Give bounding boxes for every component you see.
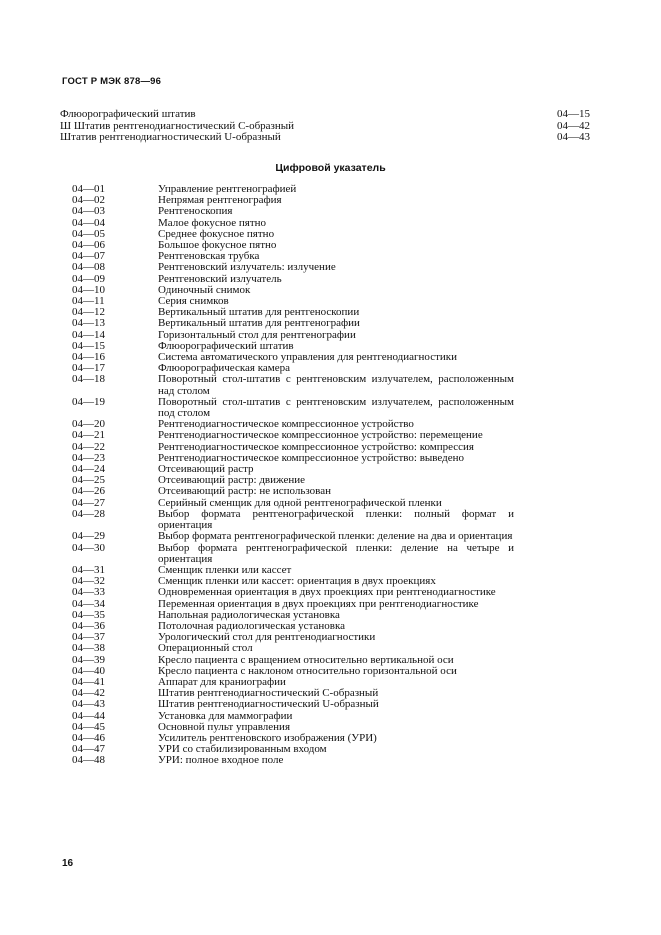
top-entry-text: Флюорографический штатив (60, 108, 196, 120)
index-entry-text: Отсеивающий растр: движение (158, 474, 305, 487)
index-entry-text: Установка для маммографии (158, 709, 293, 722)
index-entry-code: 04—10 (72, 283, 105, 296)
index-entry-code: 04—35 (72, 608, 105, 621)
index-entry (72, 755, 514, 766)
index-entry-code: 04—43 (72, 698, 105, 711)
index-entry-code: 04—11 (72, 295, 105, 308)
index-entry (72, 274, 514, 285)
index-entry (72, 318, 514, 329)
index-entry-code: 04—17 (72, 362, 105, 375)
top-entry-list (60, 109, 590, 144)
index-entry-text: Рентгенодиагностическое компрессионное устройство (158, 418, 414, 431)
index-entry-code: 04—21 (72, 429, 105, 442)
index-entry-text: Поворотный стол-штатив с рентгеновским излучателем, расположенным под столом (158, 395, 514, 420)
index-entry (72, 218, 514, 229)
index-entry (72, 430, 514, 441)
index-entry (72, 206, 514, 217)
index-entry-text: Операционный стол (158, 642, 253, 655)
index-entry-text: Рентгенодиагностическое компрессионное устройство: выведено (158, 451, 465, 464)
top-entry-code: 04—43 (557, 131, 590, 143)
page-number: 16 (62, 858, 74, 869)
index-entry (72, 543, 514, 565)
index-entry-text: Управление рентгенографией (158, 183, 297, 195)
index-entry-code: 04—01 (72, 183, 105, 195)
index-entry-text: Рентгенодиагностическое компрессионное устройство: компрессия (158, 440, 474, 453)
index-entry-text: Рентгенодиагностическое компрессионное устройство: перемещение (158, 429, 483, 442)
index-entry (72, 587, 514, 598)
index-entry-code: 04—12 (72, 306, 105, 319)
index-entry-code: 04—18 (72, 373, 105, 386)
index-entry-text: Выбор формата рентгенографической пленки: деление на два и ориентация (158, 530, 513, 543)
index-entry (72, 711, 514, 722)
index-entry-code: 04—02 (72, 194, 105, 207)
index-entry-code: 04—34 (72, 597, 105, 610)
index-entry-text: Напольная радиологическая установка (158, 608, 340, 621)
index-entry-code: 04—37 (72, 631, 105, 644)
index-entry-text: Вертикальный штатив для рентгенографии (158, 317, 360, 330)
index-entry (72, 397, 514, 419)
index-entry-code: 04—39 (72, 653, 105, 666)
index-entry-code: 04—22 (72, 440, 105, 453)
index-entry (72, 509, 514, 531)
index-entry-code: 04—20 (72, 418, 105, 431)
index-entry-text: Поворотный стол-штатив с рентгеновским излучателем, расположенным над столом (158, 373, 514, 397)
page-header: ГОСТ Р МЭК 878—96 (62, 76, 162, 87)
index-entry-code: 04—38 (72, 642, 105, 655)
index-entry-text: Флюорографическая камера (158, 362, 290, 375)
index-entry (72, 531, 514, 542)
index-entry-code: 04—45 (72, 720, 105, 733)
index-entry-text: Выбор формата рентгенографической пленки: полный формат и ориентация (158, 507, 514, 532)
index-entry-text: Серийный сменщик для одной рентгенографической пленки (158, 496, 442, 509)
index-entry-code: 04—16 (72, 351, 105, 364)
index-entry-code: 04—15 (72, 339, 105, 352)
index-entry-code: 04—27 (72, 496, 105, 509)
index-entry-text: Вертикальный штатив для рентгеноскопии (158, 306, 360, 319)
index-entry (72, 374, 514, 396)
index-entry-text: Отсеивающий растр: не использован (158, 485, 331, 498)
index-entry-text: Рентгеновский излучатель (158, 272, 282, 285)
index-entry (72, 699, 514, 710)
index-entry-text: Кресло пациента с вращением относительно вертикальной оси (158, 653, 454, 666)
index-entry-text: Горизонтальный стол для рентгенографии (158, 328, 356, 341)
index-entry-code: 04—32 (72, 575, 105, 588)
top-entry-row (60, 132, 590, 144)
index-entry-code: 04—03 (72, 205, 105, 218)
index-entry-text: Основной пульт управления (158, 720, 290, 733)
index-entry-code: 04—13 (72, 317, 105, 330)
index-entry-code: 04—24 (72, 463, 105, 476)
index-entry-code: 04—14 (72, 328, 105, 341)
index-entry-text: УРИ: полное входное поле (158, 754, 284, 767)
index-entry-code: 04—06 (72, 239, 105, 252)
index-entry-code: 04—41 (72, 675, 105, 688)
index-entry-text: Штатив рентгенодиагностический С-образный (158, 687, 379, 700)
index-entry (72, 744, 514, 755)
index-entry-code: 04—23 (72, 451, 105, 464)
index-entry (72, 195, 514, 206)
index-entry-code: 04—40 (72, 664, 105, 677)
index-entry-text: Сменщик пленки или кассет: ориентация в двух проекциях (158, 575, 436, 588)
index-entry-text: Отсеивающий растр (158, 463, 254, 476)
index-entry-text: Аппарат для краниографии (158, 675, 286, 688)
section-title: Цифровой указатель (275, 162, 386, 174)
index-entry-text: Одиночный снимок (158, 283, 251, 296)
top-entry-row (60, 109, 590, 121)
index-entry (72, 184, 514, 195)
index-entry-text: Сменщик пленки или кассет (158, 563, 292, 576)
index-entry (72, 352, 514, 363)
index-entry (72, 486, 514, 497)
index-entry-text: Рентгеновская трубка (158, 250, 260, 263)
index-entry-code: 04—31 (72, 563, 105, 576)
index-entry-code: 04—05 (72, 227, 105, 240)
index-entry (72, 262, 514, 273)
index-entry-text: Большое фокусное пятно (158, 239, 277, 252)
index-entry-text: Одновременная ориентация в двух проекциях при рентгенодиагностике (158, 586, 496, 599)
index-entry (72, 666, 514, 677)
index-entry-code: 04—07 (72, 250, 105, 263)
index-entry (72, 453, 514, 464)
index-entry-text: Малое фокусное пятно (158, 216, 267, 229)
index-entry-text: Непрямая рентгенография (158, 194, 282, 207)
index-entry-code: 04—46 (72, 731, 105, 744)
index-entry-text: Среднее фокусное пятно (158, 227, 275, 240)
top-entry-text: Ш Штатив рентгенодиагностический С-образный (60, 119, 295, 132)
index-entry-text: Потолочная радиологическая установка (158, 619, 346, 632)
index-entry-text: Усилитель рентгеновского изображения (УРИ) (158, 731, 377, 744)
index-entry-code: 04—30 (72, 541, 105, 554)
index-entry-text: УРИ со стабилизированным входом (158, 743, 327, 756)
index-entry-code: 04—04 (72, 216, 105, 229)
index-entry (72, 285, 514, 296)
index-entry-code: 04—47 (72, 743, 105, 756)
index-entry-text: Рентгеновский излучатель: излучение (158, 261, 336, 274)
index-entry-code: 04—08 (72, 261, 105, 274)
index-entry-code: 04—42 (72, 687, 105, 700)
index-entry-code: 04—33 (72, 586, 105, 599)
index-entry-code: 04—25 (72, 474, 105, 487)
index-entry-code: 04—28 (72, 507, 105, 520)
index-entry-code: 04—36 (72, 619, 105, 632)
index-entry-text: Флюорографический штатив (158, 339, 294, 352)
index-entry-code: 04—26 (72, 485, 105, 498)
top-entry-text: Штатив рентгенодиагностический U-образный (60, 131, 281, 143)
index-entry-text: Серия снимков (158, 295, 229, 308)
index-entry (72, 229, 514, 240)
index-entry-text: Урологический стол для рентгенодиагностики (158, 631, 376, 644)
top-entry-code: 04—15 (557, 108, 590, 120)
index-entry-text: Система автоматического управления для рентгенодиагностики (158, 351, 457, 364)
index-entry-text: Рентгеноскопия (158, 205, 233, 218)
numeric-index-list (72, 184, 514, 767)
index-entry-code: 04—29 (72, 530, 105, 543)
index-entry (72, 643, 514, 654)
index-entry-text: Штатив рентгенодиагностический U-образный (158, 698, 379, 711)
top-entry-code: 04—42 (557, 119, 590, 132)
index-entry-text: Кресло пациента с наклоном относительно горизонтальной оси (158, 664, 457, 677)
index-entry-code: 04—48 (72, 754, 105, 767)
index-entry (72, 632, 514, 643)
index-entry-code: 04—19 (72, 395, 105, 408)
index-entry-code: 04—09 (72, 272, 105, 285)
index-entry-code: 04—44 (72, 709, 105, 722)
index-entry-text: Переменная ориентация в двух проекциях при рентгенодиагностике (158, 597, 479, 610)
index-entry-text: Выбор формата рентгенографической пленки: деление на четыре и ориентация (158, 541, 514, 565)
index-entry (72, 240, 514, 251)
